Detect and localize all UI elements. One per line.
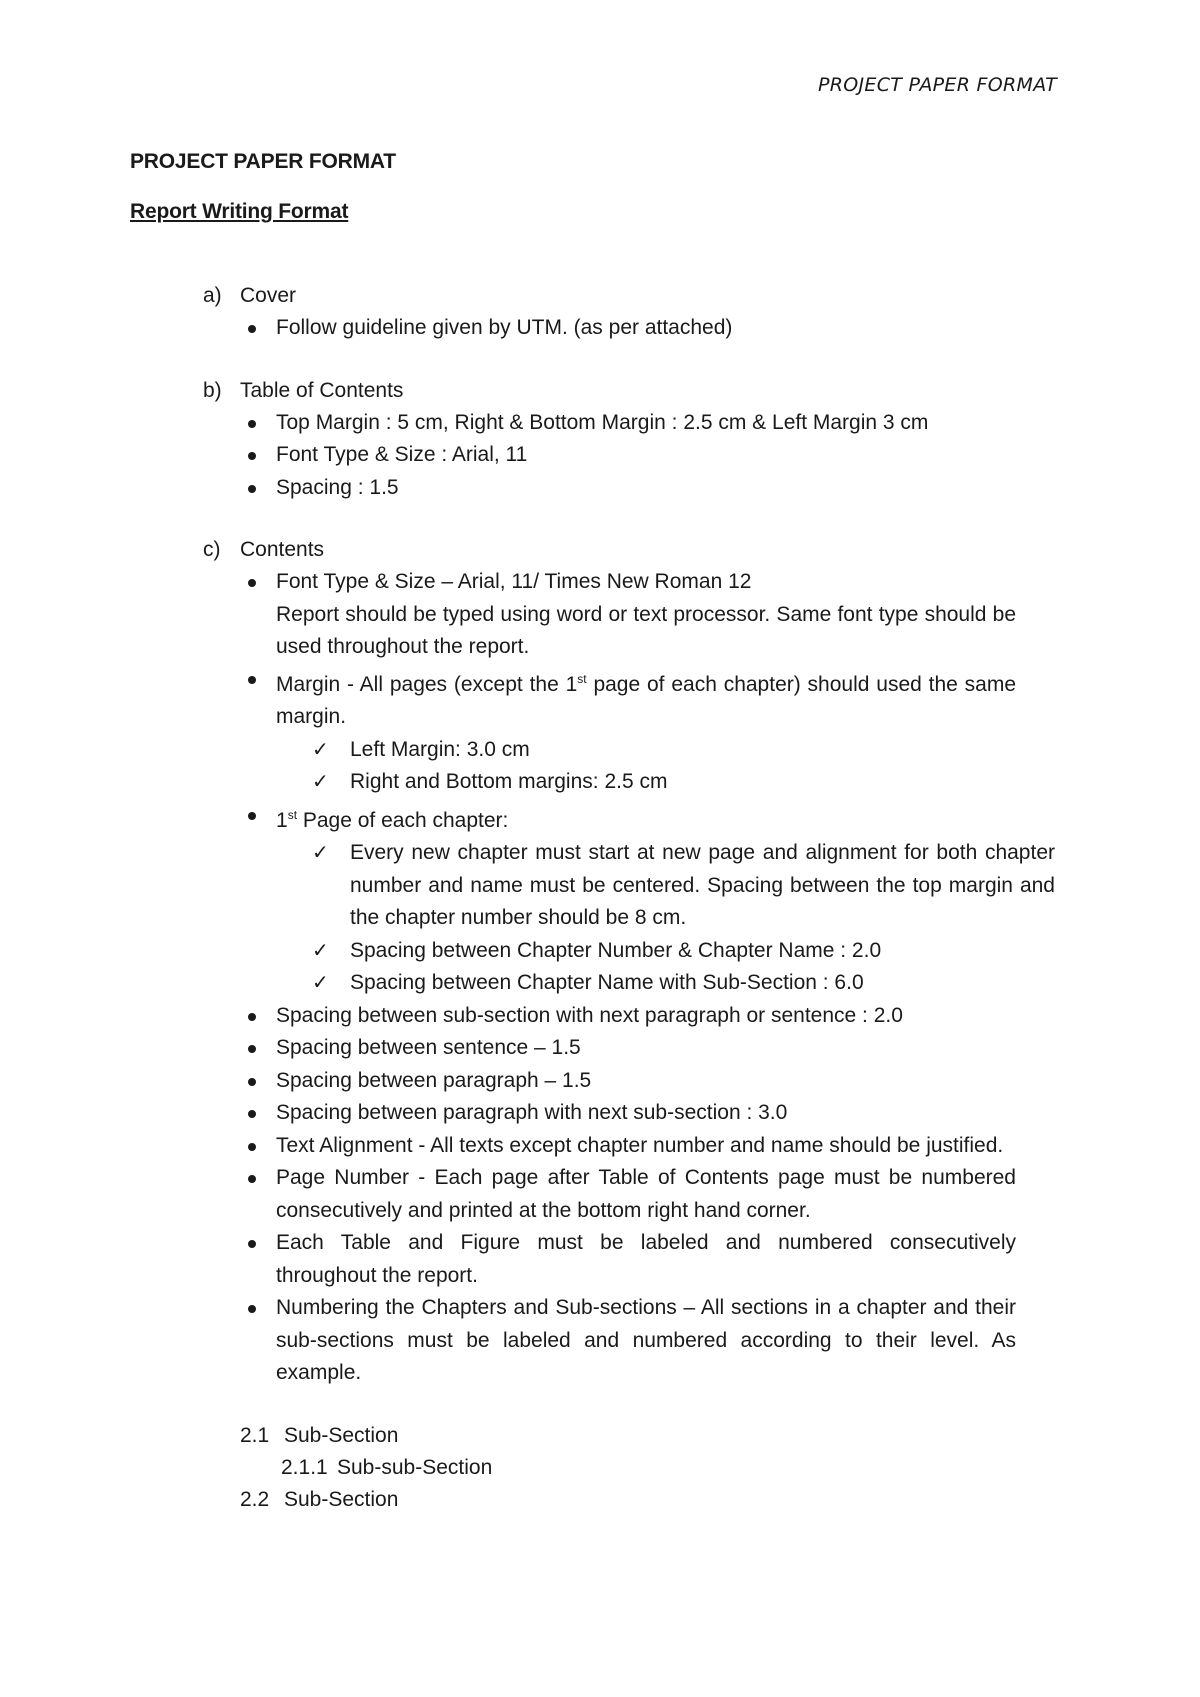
check-item: ✓ Every new chapter must start at new page and alignment for both chapter number and name must be centered. Spacing between the top margin and the chapter number should be 8 cm.	[312, 837, 1055, 935]
bullet-item-first-page: 1st Page of each chapter: ✓ Every new chapter must start at new page and alignment for both chapter number and name must be centered. Spacing between the top margin and the chapter number should be 8 cm. ✓ Spacing between Chapter Number & Chapter Name : 2.0 ✓ Spacing between Chapter Name with Sub-Section : 6.0	[240, 799, 1050, 1000]
document-subtitle: Report Writing Format	[130, 200, 349, 223]
bullet-item: Follow guideline given by UTM. (as per attached)	[240, 312, 1050, 345]
example-row: 2.1.1 Sub-sub-Section	[281, 1455, 493, 1479]
section-heading	[203, 375, 1050, 407]
check-icon: ✓	[312, 972, 329, 994]
check-icon: ✓	[312, 771, 329, 793]
bullet-list	[240, 566, 1055, 1390]
check-icon: ✓	[312, 842, 329, 864]
document-body	[130, 148, 1055, 1546]
bullet-item: Text Alignment - All texts except chapter number and name should be justified.	[240, 1130, 1050, 1163]
bullet-item: Font Type & Size : Arial, 11	[240, 439, 1050, 472]
bullet-item: Each Table and Figure must be labeled and numbered consecutively throughout the report.	[240, 1227, 1050, 1292]
bullet-item: Spacing : 1.5	[240, 472, 1050, 505]
section-heading	[203, 280, 1050, 312]
section-table-of-contents	[203, 375, 1050, 505]
section-title: Contents	[240, 538, 325, 561]
bullet-item: Numbering the Chapters and Sub-sections – All sections in a chapter and their sub-sections must be labeled and numbered according to their level. As example.	[240, 1292, 1050, 1390]
check-item: ✓ Left Margin: 3.0 cm	[312, 734, 1055, 767]
section-letter: a)	[203, 284, 222, 307]
document-title: PROJECT PAPER FORMAT	[130, 150, 396, 173]
check-item: ✓ Right and Bottom margins: 2.5 cm	[312, 766, 1055, 799]
bullet-item-margin: Margin - All pages (except the 1st page of each chapter) should used the same margin. ✓ Left Margin: 3.0 cm ✓ Right and Bottom margins: 2.5 cm	[240, 663, 1050, 799]
bullet-item: Page Number - Each page after Table of Contents page must be numbered consecutively and printed at the bottom right hand corner.	[240, 1162, 1050, 1227]
bullet-list	[240, 407, 1050, 505]
example-row: 2.1 Sub-Section	[240, 1423, 399, 1447]
section-heading	[203, 534, 1050, 566]
bullet-item: Spacing between paragraph with next sub-section : 3.0	[240, 1097, 1050, 1130]
numbering-example	[240, 1420, 1050, 1516]
checklist	[312, 734, 1050, 799]
bullet-list	[240, 312, 1050, 345]
running-header: PROJECT PAPER FORMAT	[818, 74, 1058, 96]
section-title: Table of Contents	[240, 378, 404, 402]
font-note: Report should be typed using word or text processor. Same font type should be used throughout the report.	[276, 602, 1016, 658]
section-letter: b)	[203, 378, 222, 402]
check-item: ✓ Spacing between Chapter Number & Chapter Name : 2.0	[312, 935, 1055, 968]
check-icon: ✓	[312, 939, 329, 962]
sections	[130, 280, 1055, 1516]
checklist	[312, 837, 1055, 1000]
check-icon: ✓	[312, 738, 329, 761]
section-title: Cover	[240, 284, 297, 307]
check-item: ✓ Spacing between Chapter Name with Sub-Section : 6.0	[312, 967, 1055, 1000]
section-cover	[203, 280, 1050, 345]
bullet-item-font: Font Type & Size – Arial, 11/ Times New Roman 12 Report should be typed using word or text processor. Same font type should be used throughout the report.	[240, 566, 1050, 663]
bullet-item: Spacing between sub-section with next paragraph or sentence : 2.0	[240, 1000, 1050, 1033]
bullet-item: Spacing between paragraph – 1.5	[240, 1065, 1050, 1098]
section-contents	[203, 534, 1055, 1516]
example-row: 2.2 Sub-Section	[240, 1487, 399, 1511]
section-letter: c)	[203, 538, 221, 561]
bullet-item: Top Margin : 5 cm, Right & Bottom Margin : 2.5 cm & Left Margin 3 cm	[240, 407, 1050, 440]
bullet-item: Spacing between sentence – 1.5	[240, 1032, 1050, 1065]
